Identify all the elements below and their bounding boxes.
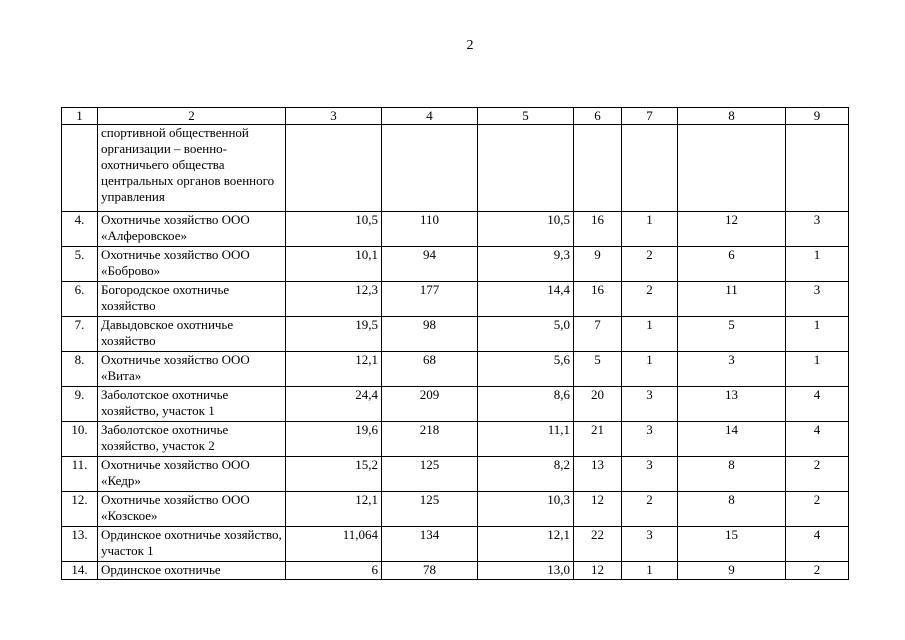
value-cell: 5,6 [478, 352, 574, 387]
value-cell: 9 [678, 562, 786, 580]
row-name-cell: Охотничье хозяйство ООО «Вита» [98, 352, 286, 387]
value-cell: 4 [786, 387, 849, 422]
page-number: 2 [466, 38, 474, 53]
row-number-cell: 10. [62, 422, 98, 457]
value-cell: 12 [678, 212, 786, 247]
row-name-cell: Заболотское охотничье хозяйство, участок 2 [98, 422, 286, 457]
value-cell: 94 [382, 247, 478, 282]
row-number-cell: 7. [62, 317, 98, 352]
value-cell: 2 [786, 457, 849, 492]
value-cell: 8,6 [478, 387, 574, 422]
value-cell: 11,064 [286, 527, 382, 562]
value-cell: 2 [622, 492, 678, 527]
value-cell: 9 [574, 247, 622, 282]
table-row [62, 527, 849, 562]
value-cell: 3 [622, 527, 678, 562]
value-cell: 9,3 [478, 247, 574, 282]
row-number-cell: 4. [62, 212, 98, 247]
value-cell: 16 [574, 212, 622, 247]
value-cell [286, 125, 382, 212]
value-cell: 14,4 [478, 282, 574, 317]
value-cell: 209 [382, 387, 478, 422]
value-cell: 68 [382, 352, 478, 387]
value-cell [786, 125, 849, 212]
value-cell: 134 [382, 527, 478, 562]
value-cell: 10,1 [286, 247, 382, 282]
value-cell: 15,2 [286, 457, 382, 492]
row-name-cell: Охотничье хозяйство ООО «Алферовское» [98, 212, 286, 247]
value-cell: 125 [382, 457, 478, 492]
value-cell: 8 [678, 492, 786, 527]
value-cell: 20 [574, 387, 622, 422]
table-row [62, 352, 849, 387]
value-cell: 5 [574, 352, 622, 387]
table-row [62, 492, 849, 527]
value-cell: 13 [574, 457, 622, 492]
value-cell: 2 [786, 562, 849, 580]
row-number-cell: 13. [62, 527, 98, 562]
value-cell: 3 [786, 212, 849, 247]
value-cell: 4 [786, 422, 849, 457]
value-cell: 3 [622, 387, 678, 422]
value-cell: 125 [382, 492, 478, 527]
header-cell: 2 [98, 108, 286, 125]
value-cell: 6 [286, 562, 382, 580]
value-cell: 177 [382, 282, 478, 317]
value-cell: 15 [678, 527, 786, 562]
value-cell: 10,5 [478, 212, 574, 247]
row-name-cell: Охотничье хозяйство ООО «Кедр» [98, 457, 286, 492]
value-cell: 21 [574, 422, 622, 457]
value-cell: 7 [574, 317, 622, 352]
value-cell: 1 [786, 247, 849, 282]
value-cell: 10,3 [478, 492, 574, 527]
value-cell: 19,6 [286, 422, 382, 457]
value-cell: 11,1 [478, 422, 574, 457]
row-number-cell: 5. [62, 247, 98, 282]
row-name-cell: Охотничье хозяйство ООО «Боброво» [98, 247, 286, 282]
row-name-cell: Богородское охотничье хозяйство [98, 282, 286, 317]
row-name-cell: Охотничье хозяйство ООО «Козское» [98, 492, 286, 527]
value-cell: 8 [678, 457, 786, 492]
value-cell: 13,0 [478, 562, 574, 580]
value-cell: 1 [786, 352, 849, 387]
value-cell: 1 [622, 212, 678, 247]
value-cell: 4 [786, 527, 849, 562]
continuation-row [62, 125, 849, 212]
value-cell: 10,5 [286, 212, 382, 247]
row-name-cell: Ординское охотничье хозяйство, участок 1 [98, 527, 286, 562]
table-row [62, 247, 849, 282]
value-cell: 12 [574, 562, 622, 580]
row-name-cell: Давыдовское охотничье хозяйство [98, 317, 286, 352]
value-cell: 19,5 [286, 317, 382, 352]
value-cell: 78 [382, 562, 478, 580]
row-number-cell: 14. [62, 562, 98, 580]
value-cell: 12,1 [478, 527, 574, 562]
value-cell: 12,1 [286, 492, 382, 527]
value-cell [622, 125, 678, 212]
value-cell: 5,0 [478, 317, 574, 352]
value-cell: 8,2 [478, 457, 574, 492]
header-cell: 4 [382, 108, 478, 125]
data-table [61, 107, 849, 580]
value-cell: 12,1 [286, 352, 382, 387]
row-number-cell: 6. [62, 282, 98, 317]
header-cell: 9 [786, 108, 849, 125]
value-cell: 110 [382, 212, 478, 247]
row-name-cell: Заболотское охотничье хозяйство, участок 1 [98, 387, 286, 422]
value-cell [574, 125, 622, 212]
value-cell: 2 [622, 247, 678, 282]
value-cell: 16 [574, 282, 622, 317]
value-cell: 14 [678, 422, 786, 457]
row-number-cell: 9. [62, 387, 98, 422]
value-cell: 1 [786, 317, 849, 352]
value-cell: 218 [382, 422, 478, 457]
header-cell: 1 [62, 108, 98, 125]
value-cell: 2 [622, 282, 678, 317]
header-cell: 8 [678, 108, 786, 125]
value-cell: 3 [678, 352, 786, 387]
value-cell: 24,4 [286, 387, 382, 422]
value-cell: 6 [678, 247, 786, 282]
value-cell: 5 [678, 317, 786, 352]
table-row [62, 422, 849, 457]
row-number-cell [62, 125, 98, 212]
value-cell [382, 125, 478, 212]
value-cell: 22 [574, 527, 622, 562]
value-cell: 1 [622, 317, 678, 352]
row-number-cell: 8. [62, 352, 98, 387]
row-number-cell: 12. [62, 492, 98, 527]
value-cell [678, 125, 786, 212]
row-name-cell: Ординское охотничье [98, 562, 286, 580]
value-cell: 98 [382, 317, 478, 352]
table-row [62, 282, 849, 317]
header-cell: 6 [574, 108, 622, 125]
value-cell: 11 [678, 282, 786, 317]
table-row [62, 317, 849, 352]
table-row [62, 457, 849, 492]
row-name-cell: спортивной общественной организации – военно-охотничьего общества центральных органов военного управления [98, 125, 286, 212]
value-cell: 3 [622, 457, 678, 492]
header-cell: 7 [622, 108, 678, 125]
value-cell: 1 [622, 352, 678, 387]
value-cell: 2 [786, 492, 849, 527]
header-row [62, 108, 849, 125]
table-row [62, 562, 849, 580]
value-cell: 12,3 [286, 282, 382, 317]
table-row [62, 212, 849, 247]
value-cell: 12 [574, 492, 622, 527]
value-cell [478, 125, 574, 212]
value-cell: 13 [678, 387, 786, 422]
header-cell: 5 [478, 108, 574, 125]
row-number-cell: 11. [62, 457, 98, 492]
header-cell: 3 [286, 108, 382, 125]
table-row [62, 387, 849, 422]
value-cell: 3 [786, 282, 849, 317]
value-cell: 3 [622, 422, 678, 457]
value-cell: 1 [622, 562, 678, 580]
